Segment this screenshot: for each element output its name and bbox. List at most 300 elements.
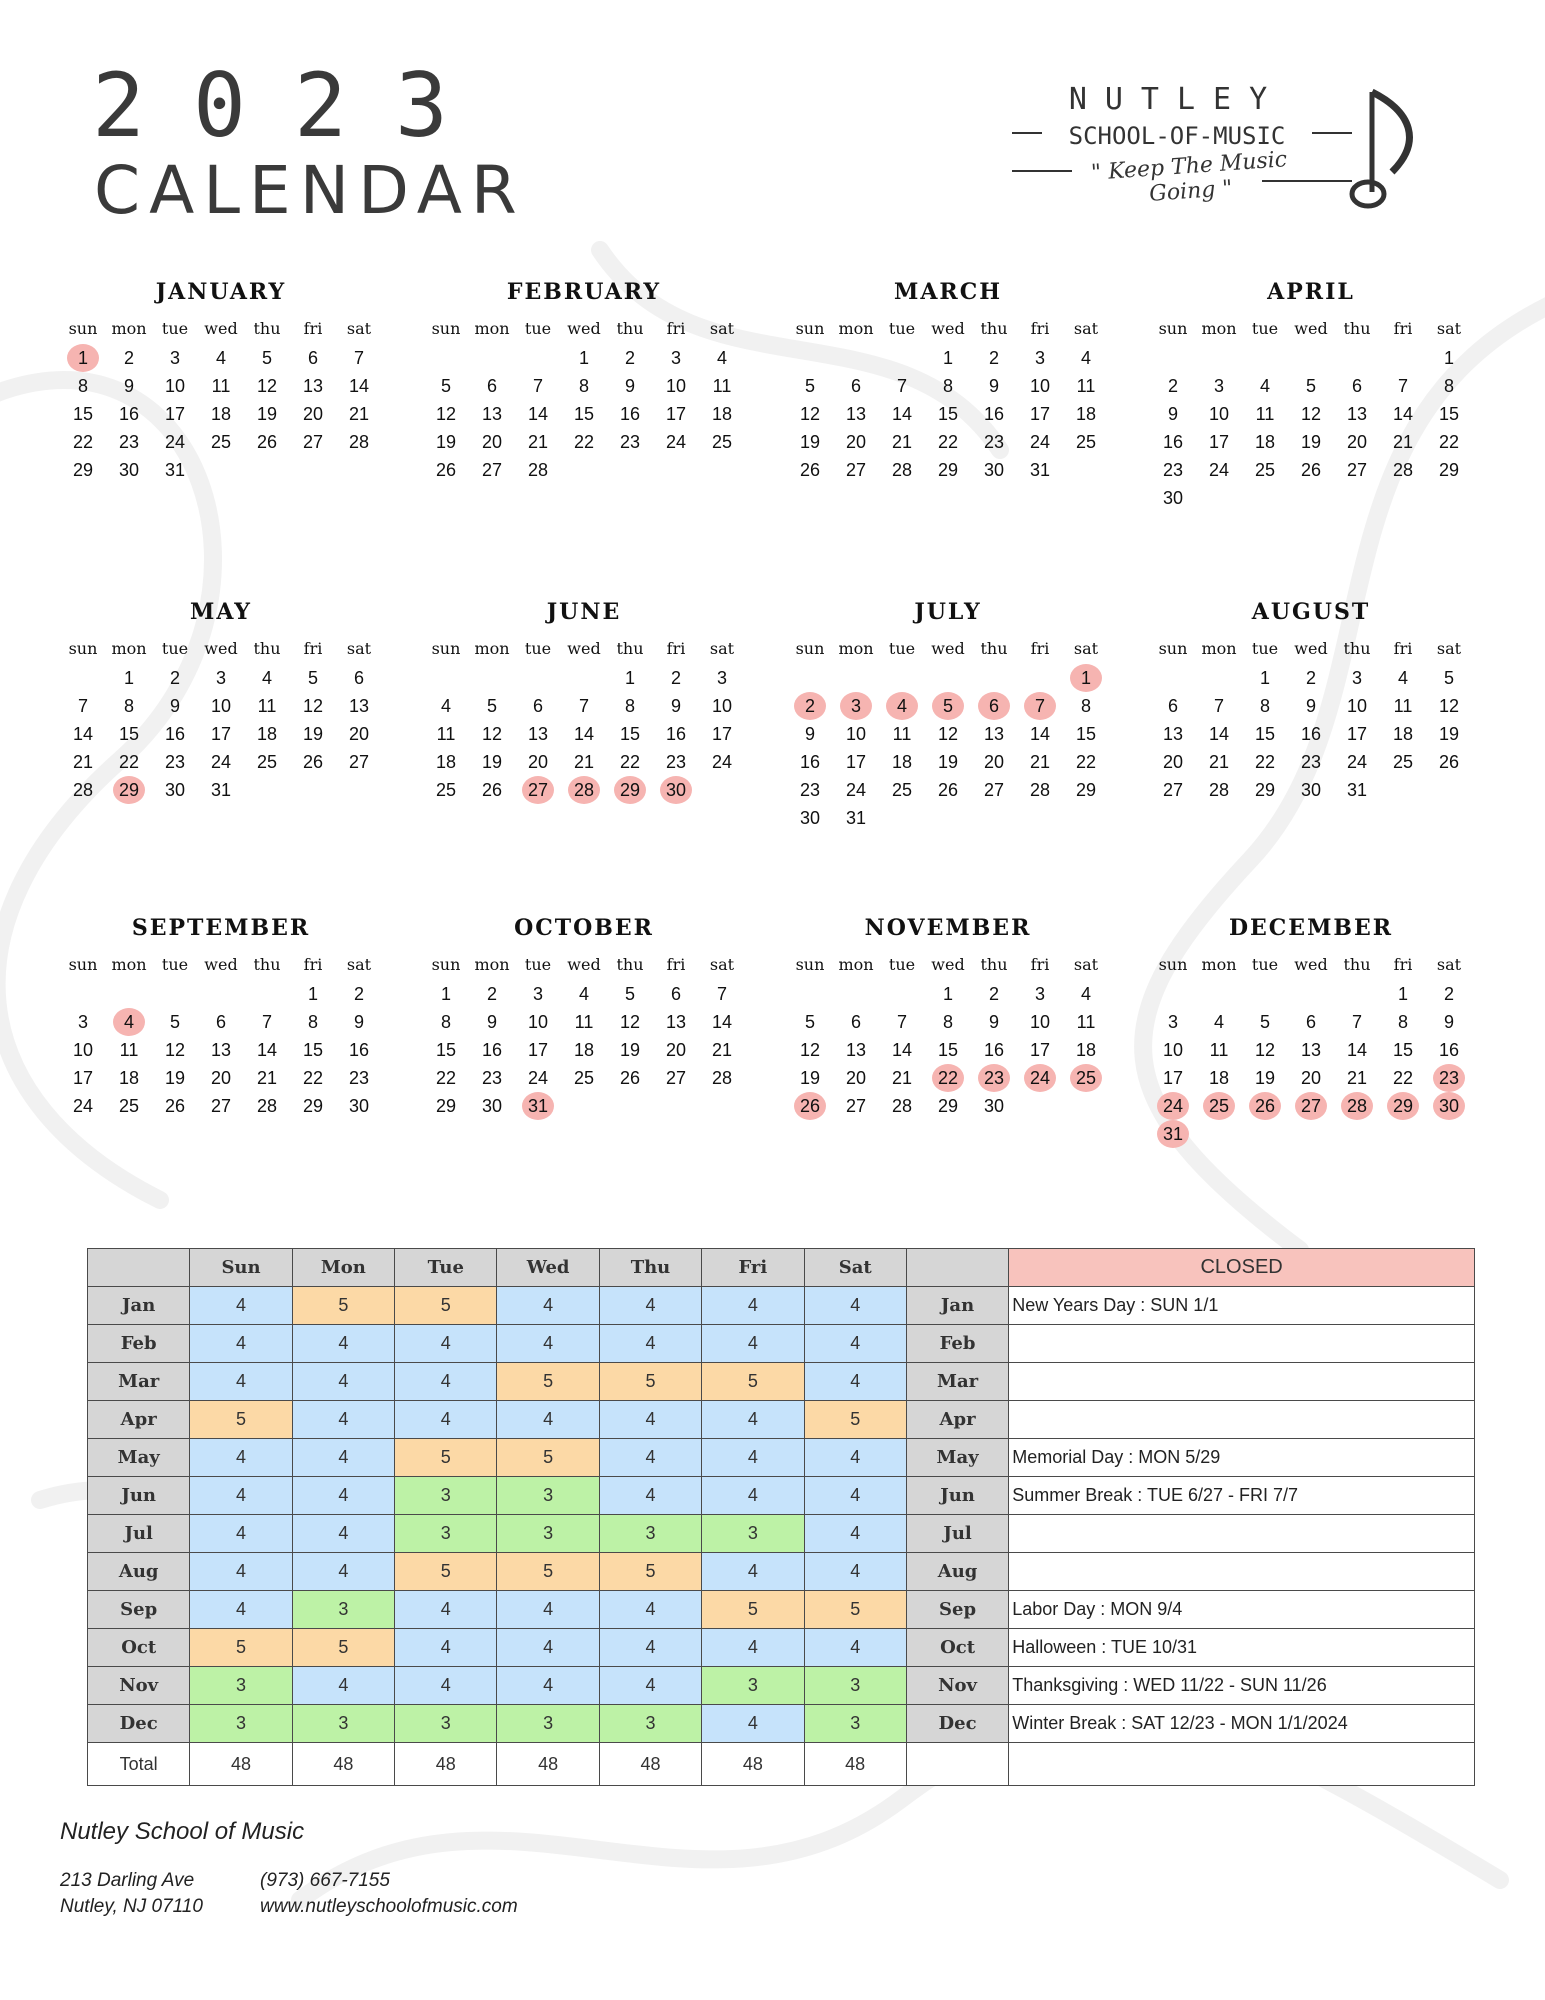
calendar-day: 26 [435,460,457,480]
calendar-day: 3 [1351,668,1362,688]
calendar-day: 6 [215,1012,226,1032]
lesson-count-cell: 4 [190,1591,292,1629]
calendar-day: 10 [1029,376,1051,396]
calendar-day: 19 [1254,1068,1276,1088]
calendar-day: 19 [799,1068,821,1088]
calendar-day: 7 [353,348,364,368]
calendar-day: 21 [573,752,595,772]
calendar-day: 15 [72,404,94,424]
calendar-day: 11 [712,376,732,396]
calendar-day: 21 [891,432,913,452]
weekday-label: sat [1436,954,1462,974]
calendar-day: 13 [845,1040,867,1060]
calendar-day: 8 [1397,1012,1408,1032]
weekday-label: fri [1030,318,1050,338]
calendar-day: 17 [72,1068,94,1088]
weekday-label: mon [838,638,874,658]
total-value: 48 [190,1743,292,1786]
calendar-day: 27 [481,460,503,480]
lesson-count-cell: 5 [804,1401,906,1439]
calendar-day: 30 [1300,780,1322,800]
calendar-day-closed: 7 [1024,692,1056,720]
calendar-day: 26 [799,460,821,480]
calendar-day: 21 [711,1040,733,1060]
weekday-label: tue [1251,638,1279,658]
calendar-day: 30 [1162,488,1184,508]
calendar-day-closed: 30 [660,776,692,804]
calendar-day: 7 [896,1012,907,1032]
calendar-year: 2023 [92,54,496,157]
lesson-count-cell: 4 [599,1667,701,1705]
calendar-day: 7 [261,1012,272,1032]
calendar-day: 9 [670,696,681,716]
weekday-label: sat [1073,954,1099,974]
calendar-day: 16 [983,404,1005,424]
totals-row [88,1743,1475,1786]
lesson-count-cell: 4 [599,1325,701,1363]
calendar-day: 7 [1397,376,1408,396]
weekday-label: fri [303,638,323,658]
calendar-day-closed: 4 [113,1008,145,1036]
weekday-label: tue [524,638,552,658]
weekday-label: fri [1393,318,1413,338]
lesson-count-cell: 4 [497,1667,599,1705]
lesson-count-cell: 4 [599,1591,701,1629]
calendar-day: 12 [799,404,821,424]
calendar-day-closed: 24 [1157,1092,1189,1120]
calendar-day: 26 [481,780,503,800]
calendar-day: 22 [1075,752,1097,772]
calendar-day: 11 [119,1040,139,1060]
lesson-count-cell: 5 [599,1553,701,1591]
calendar-day: 9 [169,696,180,716]
calendar-day: 13 [527,724,549,744]
calendar-day: 10 [1162,1040,1184,1060]
row-month-label: Sep [906,1591,1008,1629]
logo-school-text: SCHOOL-OF-MUSIC [1068,122,1286,150]
calendar-day: 20 [665,1040,687,1060]
month-september [60,908,382,1120]
calendar-day: 19 [302,724,324,744]
calendar-day: 30 [983,1096,1005,1116]
calendar-day: 25 [1254,460,1276,480]
row-month-label: Jun [906,1477,1008,1515]
month-february [423,272,745,484]
calendar-day: 15 [302,1040,324,1060]
weekday-label: sun [431,954,461,974]
lesson-count-cell: 4 [702,1629,804,1667]
calendar-day-closed: 22 [932,1064,964,1092]
lesson-schedule-table [87,1248,1475,1786]
weekday-label: mon [1201,318,1237,338]
weekday-label: wed [931,954,965,974]
calendar-day: 24 [1208,460,1230,480]
weekday-label: sun [431,318,461,338]
calendar-day: 24 [711,752,733,772]
calendar-day: 23 [1300,752,1322,772]
calendar-day: 14 [1346,1040,1368,1060]
calendar-day: 14 [256,1040,278,1060]
calendar-day-closed: 23 [978,1064,1010,1092]
month-november [787,908,1109,1120]
calendar-day: 4 [716,348,727,368]
calendar-day: 8 [123,696,134,716]
weekday-label: sat [709,954,735,974]
calendar-day: 5 [1305,376,1316,396]
lesson-count-cell: 4 [292,1363,394,1401]
closed-header: CLOSED [1009,1249,1475,1287]
calendar-day: 26 [302,752,324,772]
calendar-day: 8 [307,1012,318,1032]
calendar-day: 1 [1397,984,1408,1004]
calendar-day: 11 [892,724,912,744]
schedule-header-row [88,1249,1475,1287]
calendar-day: 28 [1208,780,1230,800]
lesson-count-cell: 4 [190,1515,292,1553]
calendar-day: 20 [1346,432,1368,452]
calendar-day: 20 [302,404,324,424]
lesson-count-cell: 4 [292,1477,394,1515]
row-month-label: Dec [88,1705,190,1743]
music-note-icon [1342,82,1422,212]
lesson-count-cell: 4 [804,1629,906,1667]
calendar-day: 14 [1392,404,1414,424]
calendar-day: 6 [486,376,497,396]
calendar-day: 25 [1075,432,1097,452]
lesson-count-cell: 4 [190,1439,292,1477]
row-month-label: Jul [906,1515,1008,1553]
calendar-day: 22 [72,432,94,452]
weekday-label: mon [1201,638,1237,658]
month-march [787,272,1109,484]
calendar-day: 10 [1346,696,1368,716]
calendar-day: 11 [257,696,277,716]
calendar-day: 3 [77,1012,88,1032]
weekday-label: fri [1030,638,1050,658]
calendar-day: 16 [665,724,687,744]
calendar-day: 16 [481,1040,503,1060]
row-month-label: Jan [88,1287,190,1325]
calendar-day: 28 [72,780,94,800]
calendar-day: 17 [845,752,867,772]
lesson-count-cell: 4 [497,1287,599,1325]
schedule-row [88,1477,1475,1515]
calendar-day: 13 [1162,724,1184,744]
calendar-day: 19 [164,1068,186,1088]
weekday-label: sun [795,638,825,658]
footer-address-line2: Nutley, NJ 07110 [60,1896,203,1917]
weekday-label: fri [666,318,686,338]
calendar-day-closed: 27 [522,776,554,804]
calendar-day: 28 [1392,460,1414,480]
row-month-label: Feb [88,1325,190,1363]
calendar-day: 10 [845,724,867,744]
calendar-day: 26 [937,780,959,800]
calendar-day: 8 [440,1012,451,1032]
calendar-day: 12 [799,1040,821,1060]
lesson-count-cell: 5 [702,1591,804,1629]
calendar-day: 3 [1167,1012,1178,1032]
calendar-day: 30 [799,808,821,828]
row-month-label: May [906,1439,1008,1477]
calendar-day: 16 [1300,724,1322,744]
total-value: 48 [497,1743,599,1786]
calendar-day: 24 [164,432,186,452]
calendar-day: 3 [670,348,681,368]
calendar-day: 22 [937,432,959,452]
calendar-day: 12 [256,376,278,396]
col-header: Wed [497,1249,599,1287]
weekday-label: thu [253,638,281,658]
calendar-day: 21 [1208,752,1230,772]
lesson-count-cell: 4 [804,1477,906,1515]
lesson-count-cell: 3 [395,1477,497,1515]
lesson-count-cell: 4 [804,1439,906,1477]
lesson-count-cell: 3 [395,1515,497,1553]
lesson-count-cell: 3 [497,1705,599,1743]
closed-note: New Years Day : SUN 1/1 [1009,1287,1475,1325]
calendar-day: 3 [1213,376,1224,396]
weekday-label: sun [68,318,98,338]
schedule-row [88,1629,1475,1667]
calendar-day: 1 [1443,348,1454,368]
calendar-day: 27 [1162,780,1184,800]
col-header: Fri [702,1249,804,1287]
calendar-day: 27 [845,460,867,480]
weekday-label: tue [524,954,552,974]
calendar-day: 4 [1397,668,1408,688]
lesson-count-cell: 4 [599,1629,701,1667]
calendar-day: 17 [210,724,232,744]
calendar-day: 9 [353,1012,364,1032]
calendar-day: 24 [665,432,687,452]
calendar-day: 25 [891,780,913,800]
weekday-label: sat [346,638,372,658]
calendar-day: 21 [1346,1068,1368,1088]
lesson-count-cell: 4 [804,1325,906,1363]
lesson-count-cell: 4 [395,1629,497,1667]
calendar-day: 9 [988,1012,999,1032]
calendar-day-closed: 30 [1433,1092,1465,1120]
calendar-day: 20 [348,724,370,744]
calendar-day: 1 [123,668,134,688]
calendar-day: 20 [983,752,1005,772]
weekday-label: fri [1393,638,1413,658]
calendar-day: 4 [215,348,226,368]
weekday-label: mon [474,954,510,974]
calendar-day: 9 [624,376,635,396]
month-name: JUNE [546,599,622,625]
corner-cell [906,1249,1008,1287]
row-month-label: Jul [88,1515,190,1553]
calendar-day: 21 [256,1068,278,1088]
calendar-day: 2 [1305,668,1316,688]
calendar-day: 21 [1029,752,1051,772]
weekday-label: tue [524,318,552,338]
footer-website[interactable]: www.nutleyschoolofmusic.com [260,1896,518,1917]
calendar-day: 22 [302,1068,324,1088]
calendar-day: 13 [210,1040,232,1060]
calendar-day: 27 [983,780,1005,800]
calendar-day: 16 [799,752,821,772]
calendar-day: 12 [619,1012,641,1032]
calendar-day: 15 [118,724,140,744]
lesson-count-cell: 4 [804,1553,906,1591]
weekday-label: wed [1294,638,1328,658]
weekday-label: wed [567,638,601,658]
calendar-day: 30 [118,460,140,480]
calendar-day: 2 [670,668,681,688]
closed-note: Thanksgiving : WED 11/22 - SUN 11/26 [1009,1667,1475,1705]
calendar-day: 23 [1162,460,1184,480]
calendar-day: 4 [1259,376,1270,396]
calendar-day: 19 [1300,432,1322,452]
calendar-day: 1 [942,348,953,368]
lesson-count-cell: 4 [497,1325,599,1363]
row-month-label: Nov [906,1667,1008,1705]
calendar-day: 24 [527,1068,549,1088]
lesson-count-cell: 5 [804,1591,906,1629]
lesson-count-cell: 5 [395,1553,497,1591]
calendar-day: 23 [118,432,140,452]
calendar-day: 17 [527,1040,549,1060]
calendar-day: 6 [307,348,318,368]
weekday-label: sun [68,954,98,974]
row-month-label: Jan [906,1287,1008,1325]
calendar-day: 25 [435,780,457,800]
weekday-label: fri [1030,954,1050,974]
lesson-count-cell: 4 [190,1363,292,1401]
calendar-day: 7 [896,376,907,396]
weekday-label: mon [1201,954,1237,974]
calendar-day: 9 [804,724,815,744]
calendar-day: 5 [486,696,497,716]
calendar-day: 17 [665,404,687,424]
weekday-label: sat [1073,318,1099,338]
calendar-day: 18 [1254,432,1276,452]
calendar-day: 15 [937,1040,959,1060]
calendar-day: 12 [302,696,324,716]
calendar-day: 18 [118,1068,140,1088]
calendar-day: 28 [348,432,370,452]
lesson-count-cell: 4 [599,1401,701,1439]
lesson-count-cell: 4 [395,1363,497,1401]
weekday-label: sat [709,318,735,338]
calendar-day: 15 [1392,1040,1414,1060]
calendar-day-closed: 29 [113,776,145,804]
calendar-day: 6 [353,668,364,688]
lesson-count-cell: 3 [190,1705,292,1743]
calendar-day: 22 [1438,432,1460,452]
closed-note: Labor Day : MON 9/4 [1009,1591,1475,1629]
calendar-day: 21 [527,432,549,452]
month-name: FEBRUARY [506,279,662,305]
calendar-day-closed: 3 [840,692,872,720]
lesson-count-cell: 4 [804,1515,906,1553]
calendar-day: 25 [210,432,232,452]
month-name: APRIL [1267,279,1355,305]
calendar-day: 17 [1029,404,1051,424]
calendar-day: 23 [619,432,641,452]
calendar-day: 11 [574,1012,594,1032]
calendar-day: 27 [1346,460,1368,480]
calendar-day: 12 [164,1040,186,1060]
calendar-day: 14 [527,404,549,424]
calendar-day-closed: 1 [1070,664,1102,692]
calendar-day: 16 [348,1040,370,1060]
calendar-day-closed: 26 [1249,1092,1281,1120]
lesson-count-cell: 3 [497,1477,599,1515]
calendar-day: 9 [1443,1012,1454,1032]
calendar-day: 18 [210,404,232,424]
calendar-day: 14 [891,404,913,424]
calendar-day: 10 [210,696,232,716]
weekday-label: wed [1294,318,1328,338]
calendar-day: 19 [1438,724,1460,744]
lesson-count-cell: 5 [497,1363,599,1401]
schedule-row [88,1591,1475,1629]
calendar-day: 4 [440,696,451,716]
weekday-label: thu [1343,318,1371,338]
calendar-day: 2 [169,668,180,688]
calendar-day: 1 [578,348,589,368]
calendar-day: 16 [619,404,641,424]
calendar-day: 23 [348,1068,370,1088]
row-month-label: Oct [88,1629,190,1667]
lesson-count-cell: 4 [702,1287,804,1325]
month-name: NOVEMBER [864,915,1032,941]
calendar-day: 28 [256,1096,278,1116]
calendar-day: 31 [1346,780,1368,800]
calendar-day: 10 [1029,1012,1051,1032]
calendar-day-closed: 31 [1157,1120,1189,1148]
calendar-day: 14 [1208,724,1230,744]
weekday-label: wed [1294,954,1328,974]
weekday-label: fri [303,318,323,338]
calendar-day: 11 [436,724,456,744]
weekday-label: thu [1343,638,1371,658]
calendar-day: 22 [435,1068,457,1088]
calendar-day: 19 [435,432,457,452]
calendar-day: 24 [1029,432,1051,452]
calendar-day: 6 [850,1012,861,1032]
calendar-day: 9 [988,376,999,396]
calendar-day: 25 [1392,752,1414,772]
calendar-day: 9 [1167,404,1178,424]
calendar-day: 16 [1162,432,1184,452]
lesson-count-cell: 4 [395,1591,497,1629]
calendar-day: 5 [169,1012,180,1032]
calendar-day: 16 [118,404,140,424]
weekday-label: tue [888,318,916,338]
calendar-day: 2 [988,348,999,368]
lesson-count-cell: 5 [702,1363,804,1401]
closed-note: Winter Break : SAT 12/23 - MON 1/1/2024 [1009,1705,1475,1743]
month-october [423,908,745,1120]
calendar-day: 5 [261,348,272,368]
calendar-day-closed: 2 [794,692,826,720]
calendar-day: 17 [1346,724,1368,744]
calendar-day: 20 [481,432,503,452]
calendar-day-closed: 24 [1024,1064,1056,1092]
calendar-day: 17 [1162,1068,1184,1088]
calendar-day: 5 [1443,668,1454,688]
calendar-day: 28 [527,460,549,480]
weekday-label: wed [204,954,238,974]
calendar-day: 6 [532,696,543,716]
row-month-label: May [88,1439,190,1477]
schedule-row [88,1515,1475,1553]
